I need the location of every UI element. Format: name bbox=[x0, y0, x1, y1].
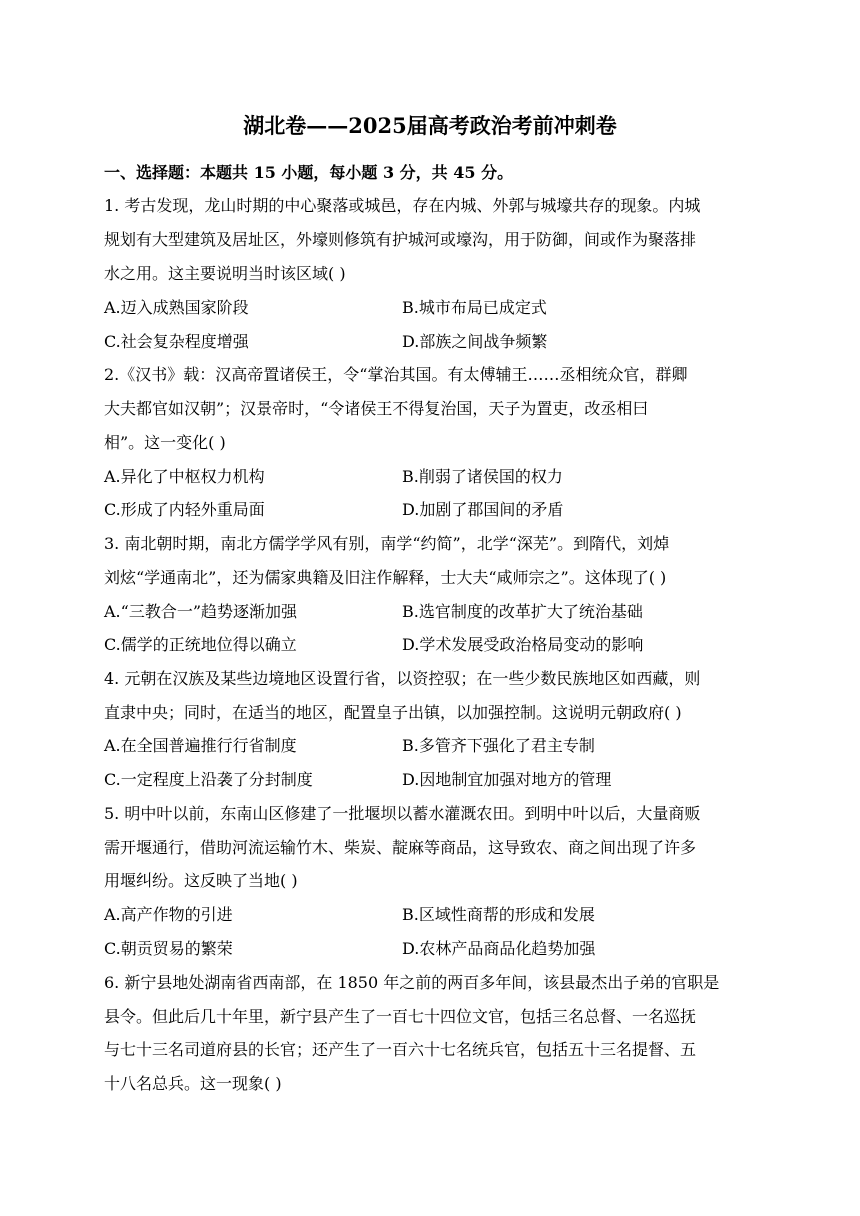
question-1-option-b: B.城市布局已成定式 bbox=[402, 298, 547, 317]
question-5-option-c: C.朝贡贸易的繁荣 bbox=[104, 939, 233, 958]
question-3-line-2: 刘炫“学通南北”，还为儒家典籍及旧注作解释，士大夫“咸师宗之”。这体现了( ) bbox=[104, 568, 667, 587]
question-6-line-4: 十八名总兵。这一现象( ) bbox=[104, 1074, 282, 1093]
question-6-line-1: 6. 新宁县地处湖南省西南部，在 1850 年之前的两百多年间，该县最杰出子弟的官职是 bbox=[104, 973, 720, 992]
question-5-option-a: A.高产作物的引进 bbox=[104, 905, 233, 924]
question-2-option-c: C.形成了内轻外重局面 bbox=[104, 500, 265, 519]
question-3-option-b: B.选官制度的改革扩大了统治基础 bbox=[402, 602, 643, 621]
question-1-option-a: A.迈入成熟国家阶段 bbox=[104, 298, 249, 317]
question-1-line-1: 1. 考古发现，龙山时期的中心聚落或城邑，存在内城、外郭与城壕共存的现象。内城 bbox=[104, 196, 701, 215]
question-4-option-d: D.因地制宜加强对地方的管理 bbox=[402, 770, 612, 789]
question-6-line-3: 与七十三名司道府县的长官；还产生了一百六十七名统兵官，包括五十三名提督、五 bbox=[104, 1040, 697, 1059]
question-1-option-d: D.部族之间战争频繁 bbox=[402, 332, 548, 351]
question-5-option-d: D.农林产品商品化趋势加强 bbox=[402, 939, 596, 958]
question-2-option-b: B.削弱了诸侯国的权力 bbox=[402, 467, 563, 486]
question-3-option-d: D.学术发展受政治格局变动的影响 bbox=[402, 635, 644, 654]
question-4-option-c: C.一定程度上沿袭了分封制度 bbox=[104, 770, 313, 789]
question-2-option-d: D.加剧了郡国间的矛盾 bbox=[402, 500, 564, 519]
question-5-line-2: 需开堰通行，借助河流运输竹木、柴炭、靛麻等商品，这导致农、商之间出现了许多 bbox=[104, 838, 697, 857]
question-2-line-3: 相”。这一变化( ) bbox=[104, 433, 226, 452]
question-6-line-2: 县令。但此后几十年里，新宁县产生了一百七十四位文官，包括三名总督、一名巡抚 bbox=[104, 1007, 697, 1026]
question-3-option-c: C.儒学的正统地位得以确立 bbox=[104, 635, 297, 654]
question-5-line-1: 5. 明中叶以前，东南山区修建了一批堰坝以蓄水灌溉农田。到明中叶以后，大量商贩 bbox=[104, 804, 701, 823]
question-2-line-2: 大夫都官如汉朝”；汉景帝时，“令诸侯王不得复治国，天子为置吏，改丞相曰 bbox=[104, 399, 649, 418]
question-5-line-3: 用堰纠纷。这反映了当地( ) bbox=[104, 871, 298, 890]
question-1-option-c: C.社会复杂程度增强 bbox=[104, 332, 249, 351]
question-5-option-b: B.区域性商帮的形成和发展 bbox=[402, 905, 595, 924]
question-1-line-2: 规划有大型建筑及居址区，外壕则修筑有护城河或壕沟，用于防御，间或作为聚落排 bbox=[104, 230, 697, 249]
question-1-line-3: 水之用。这主要说明当时该区域( ) bbox=[104, 264, 346, 283]
question-3-line-1: 3. 南北朝时期，南北方儒学学风有别，南学“约简”，北学“深芜”。到隋代，刘焯 bbox=[104, 534, 670, 553]
question-3-option-a: A.“三教合一”趋势逐渐加强 bbox=[104, 602, 298, 621]
question-4-option-b: B.多管齐下强化了君主专制 bbox=[402, 736, 595, 755]
question-2-option-a: A.异化了中枢权力机构 bbox=[104, 467, 265, 486]
page-title: 湖北卷——2025届高考政治考前冲刺卷 bbox=[243, 113, 617, 138]
question-4-option-a: A.在全国普遍推行行省制度 bbox=[104, 736, 297, 755]
section-heading: 一、选择题：本题共 15 小题，每小题 3 分，共 45 分。 bbox=[104, 163, 514, 182]
question-4-line-1: 4. 元朝在汉族及某些边境地区设置行省，以资控驭；在一些少数民族地区如西藏，则 bbox=[104, 669, 701, 688]
question-2-line-1: 2.《汉书》载：汉高帝置诸侯王，令“掌治其国。有太傅辅王……丞相统众官，群卿 bbox=[104, 365, 688, 384]
question-4-line-2: 直隶中央；同时，在适当的地区，配置皇子出镇，以加强控制。这说明元朝政府( ) bbox=[104, 703, 682, 722]
